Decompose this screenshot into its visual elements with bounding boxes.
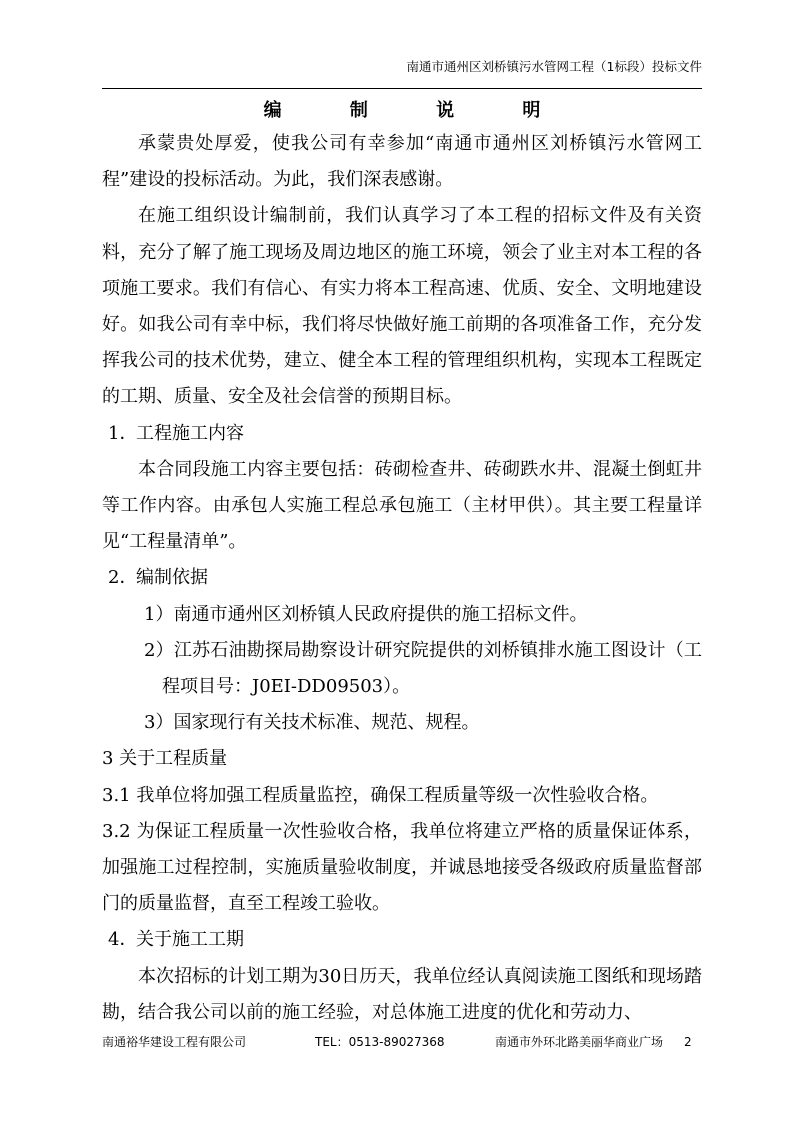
basis-item-1: 1）南通市通州区刘桥镇人民政府提供的施工招标文件。 [144,603,588,625]
document-body [102,96,702,1031]
section-4-title: 关于施工工期 [136,929,244,951]
section-4-heading [102,922,702,958]
section-4-body: 本次招标的计划工期为30日历天，我单位经认真阅读施工图纸和现场踏勘，结合我公司以前的施工经验，对总体施工进度的优化和劳动力、 [102,965,702,1023]
document-title: 编 制 说 明 [263,100,572,121]
section-2-heading [102,560,702,596]
basis-item-3: 3）国家现行有关技术标准、规范、规程。 [144,712,480,734]
intro-paragraph-1: 承蒙贵处厚爱，使我公司有幸参加“南通市通州区刘桥镇污水管网工程”建设的投标活动。为此，我们深表感谢。 [102,133,702,191]
section-2-number: 2． [108,567,138,589]
basis-item-2: 2）江苏石油勘探局勘察设计研究院提供的刘桥镇排水施工图设计（工程项目号：J0EI-DD09503）。 [144,639,702,698]
quality-item-2: 3.2 为保证工程质量一次性验收合格，我单位将建立严格的质量保证体系，加强施工过程控制，实施质量验收制度，并诚恳地接受各级政府质量监督部门的质量监督，直至工程竣工验收。 [102,820,702,915]
section-2-title: 编制依据 [136,567,208,589]
section-1-body: 本合同段施工内容主要包括：砖砌检查井、砖砌跌水井、混凝土倒虹井等工作内容。由承包人实施工程总承包施工（主材甲供）。其主要工程量详见“工程量清单”。 [102,458,702,553]
footer-address: 南通市外环北路美丽华商业广场 [495,1035,664,1049]
section-1-heading [102,416,702,452]
quality-item-1: 3.1 我单位将加强工程质量监控，确保工程质量等级一次性验收合格。 [102,784,659,806]
header-rule [102,88,702,89]
page-number: 2 [684,1035,692,1049]
section-1-number: 1． [108,422,138,444]
footer-telephone: TEL：0513-89027368 [315,1035,445,1049]
intro-paragraph-2: 在施工组织设计编制前，我们认真学习了本工程的招标文件及有关资料，充分了解了施工现场及周边地区的施工环境，领会了业主对本工程的各项施工要求。我们有信心、有实力将本工程高速、优质、安全、文明地建设好。如我公司有幸中标，我们将尽快做好施工前期的各项准备工作，充分发挥我公司的技术优势，建立、健全本工程的管理组织机构，实现本工程既定的工期、质量、安全及社会信誉的预期目标。 [102,205,702,408]
section-1-title: 工程施工内容 [136,422,244,444]
running-header: 南通市通州区刘桥镇污水管网工程（1标段）投标文件 [406,59,702,74]
section-4-number: 4． [108,929,138,951]
footer-company: 南通裕华建设工程有限公司 [102,1035,247,1049]
section-3-heading: 3 关于工程质量 [102,748,228,770]
